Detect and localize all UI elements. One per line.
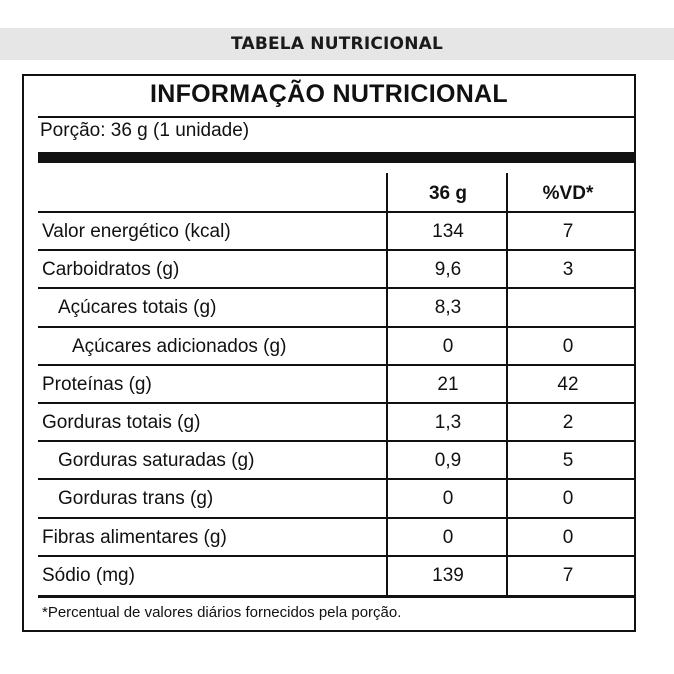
row-divider <box>38 364 634 366</box>
row-vd-fiber: 0 <box>562 527 574 548</box>
row-divider <box>38 517 634 519</box>
footnote: *Percentual de valores diários fornecidos pela porção. <box>42 604 402 621</box>
row-vd-protein: 42 <box>557 374 579 395</box>
row-vd-energy: 7 <box>562 221 574 242</box>
row-label-total-sugars: Açúcares totais (g) <box>58 297 217 318</box>
row-amount-saturated-fat: 0,9 <box>434 450 462 471</box>
row-vd-total-fat: 2 <box>562 412 574 433</box>
row-divider <box>38 555 634 557</box>
row-vd-trans-fat: 0 <box>562 488 574 509</box>
row-amount-fiber: 0 <box>442 527 454 548</box>
thick-divider <box>38 152 634 163</box>
row-divider <box>38 211 634 213</box>
row-divider <box>38 402 634 404</box>
row-label-saturated-fat: Gorduras saturadas (g) <box>58 450 255 471</box>
row-amount-total-sugars: 8,3 <box>434 297 462 318</box>
row-divider <box>38 249 634 251</box>
row-vd-carbs: 3 <box>562 259 574 280</box>
header-amount: 36 g <box>428 183 468 204</box>
row-label-carbs: Carboidratos (g) <box>42 259 180 280</box>
row-label-trans-fat: Gorduras trans (g) <box>58 488 214 509</box>
row-label-sodium: Sódio (mg) <box>42 565 135 586</box>
row-vd-added-sugars: 0 <box>562 336 574 357</box>
row-amount-trans-fat: 0 <box>442 488 454 509</box>
row-divider <box>38 440 634 442</box>
row-amount-sodium: 139 <box>432 565 464 586</box>
top-banner <box>0 28 674 60</box>
row-label-energy: Valor energético (kcal) <box>42 221 231 242</box>
row-label-protein: Proteínas (g) <box>42 374 152 395</box>
row-label-added-sugars: Açúcares adicionados (g) <box>72 336 287 357</box>
row-label-total-fat: Gorduras totais (g) <box>42 412 201 433</box>
panel-title: INFORMAÇÃO NUTRICIONAL <box>150 80 508 108</box>
row-divider <box>38 287 634 289</box>
portion-text: Porção: 36 g (1 unidade) <box>40 120 250 141</box>
header-vd: %VD* <box>542 183 594 204</box>
table-bottom-divider <box>38 595 634 598</box>
row-amount-energy: 134 <box>432 221 464 242</box>
row-amount-protein: 21 <box>437 374 459 395</box>
title-divider <box>38 116 634 118</box>
row-divider <box>38 478 634 480</box>
row-amount-total-fat: 1,3 <box>434 412 462 433</box>
row-vd-saturated-fat: 5 <box>562 450 574 471</box>
row-amount-added-sugars: 0 <box>442 336 454 357</box>
row-vd-sodium: 7 <box>562 565 574 586</box>
row-divider <box>38 326 634 328</box>
banner-title: TABELA NUTRICIONAL <box>230 34 444 54</box>
nutrition-facts-panel <box>22 74 636 632</box>
row-amount-carbs: 9,6 <box>434 259 462 280</box>
row-label-fiber: Fibras alimentares (g) <box>42 527 227 548</box>
